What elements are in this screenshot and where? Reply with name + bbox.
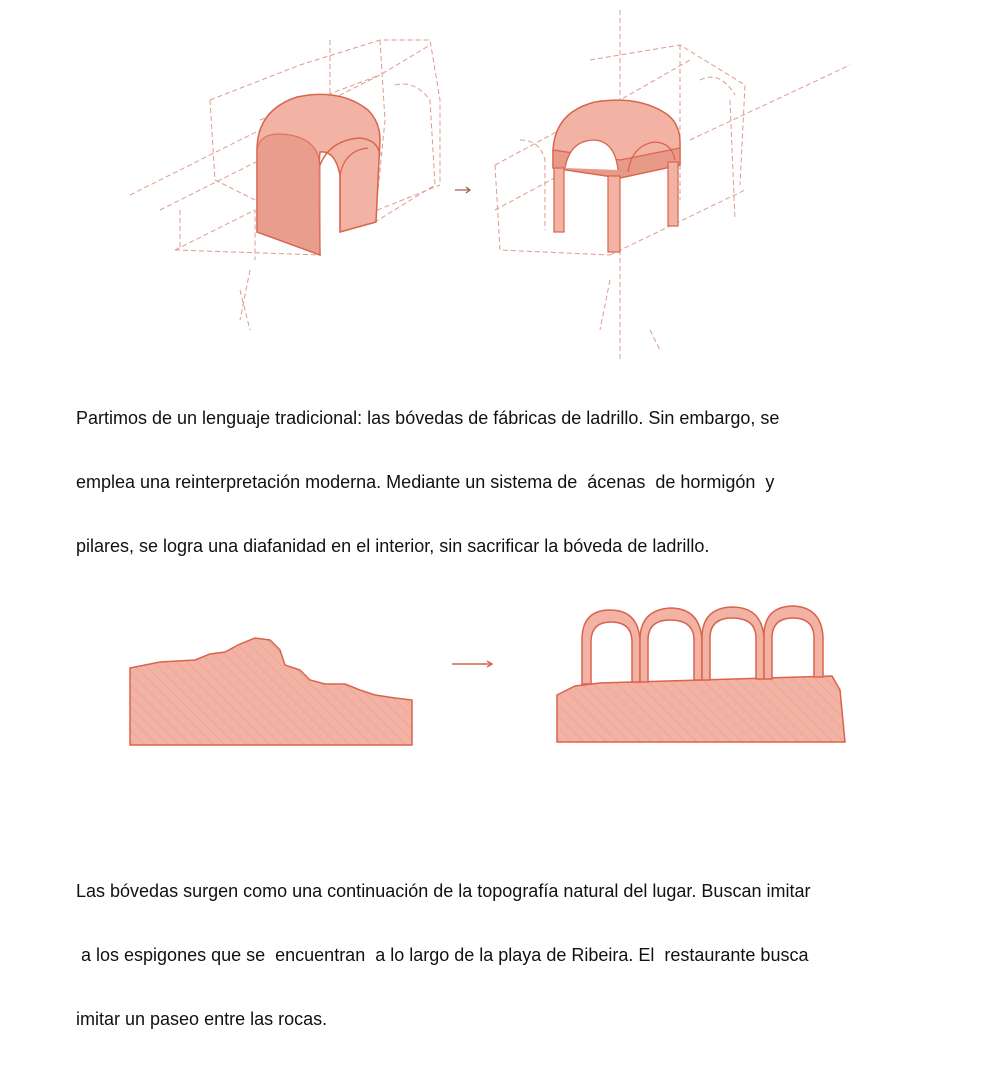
arrow-right-icon xyxy=(455,187,470,193)
vault-evolution-sketch xyxy=(0,0,1000,360)
paragraph-line: Partimos de un lenguaje tradicional: las bóvedas de fábricas de ladrillo. Sin embargo, se xyxy=(76,408,780,428)
paragraph-line: a los espigones que se encuentran a lo largo de la playa de Ribeira. El restaurante busca xyxy=(76,945,809,965)
paragraph-line: pilares, se logra una diafanidad en el interior, sin sacrificar la bóveda de ladrillo. xyxy=(76,536,710,556)
arrow-right-icon xyxy=(452,661,492,667)
natural-topography xyxy=(130,638,412,745)
paragraph-vault-reinterpretation xyxy=(76,370,976,594)
paragraph-line: imitar un paseo entre las rocas. xyxy=(76,1009,328,1029)
paragraph-topography xyxy=(76,843,976,1067)
vaults-on-topography xyxy=(557,606,845,742)
paragraph-line: emplea una reinterpretación moderna. Mediante un sistema de ácenas de hormigón y xyxy=(76,472,775,492)
solid-vault-block xyxy=(257,94,380,255)
vault-on-pillars xyxy=(553,100,680,252)
paragraph-line: Las bóvedas surgen como una continuación de la topografía natural del lugar. Buscan imitar xyxy=(76,881,811,901)
